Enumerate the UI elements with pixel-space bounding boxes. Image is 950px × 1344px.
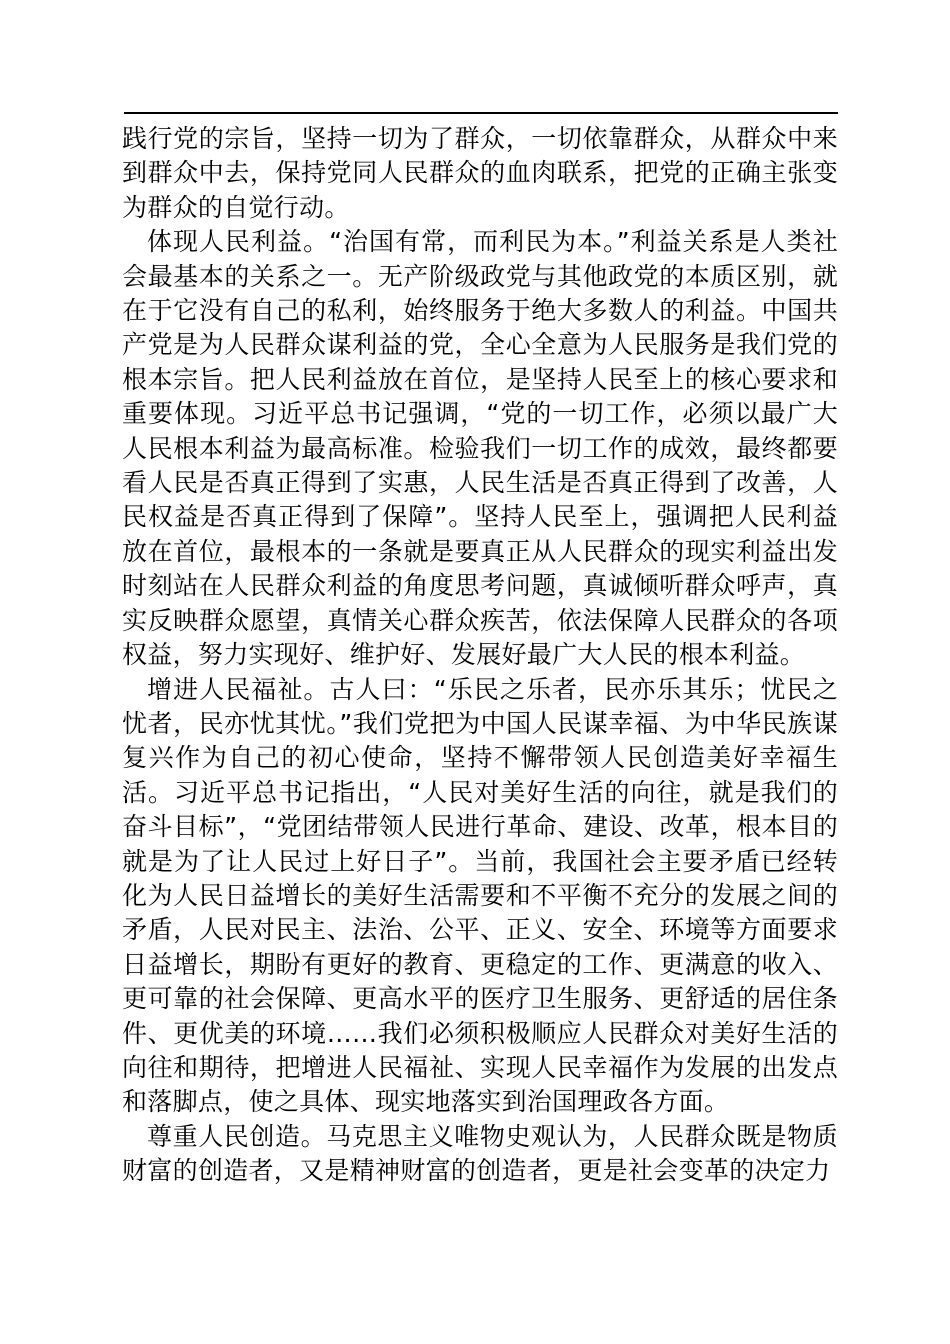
paragraph-people-wellbeing: 增进人民福祉。古人曰：“乐民之乐者，民亦乐其乐；忧民之忧者，民亦忧其忧。”我们党把为中国人民谋幸福、为中华民族谋复兴作为自己的初心使命，坚持不懈带领人民创造美好幸福生活。习近平总书记指出，“人民对美好生活的向往，就是我们的奋斗目标”，“党团结带领人民进行革命、建设、改革，根本目的就是为了让人民过上好日子”。当前，我国社会主要矛盾已经转化为人民日益增长的美好生活需要和不平衡不充分的发展之间的矛盾，人民对民主、法治、公平、正义、安全、环境等方面要求日益增长，期盼有更好的教育、更稳定的工作、更满意的收入、更可靠的社会保障、更高水平的医疗卫生服务、更舒适的居住条件、更优美的环境……我们必须积极顺应人民群众对美好生活的向往和期待，把增进人民福祉、实现人民幸福作为发展的出发点和落脚点，使之具体、现实地落实到治国理政各方面。 [122, 674, 838, 1117]
paragraph-people-interests: 体现人民利益。“治国有常，而利民为本。”利益关系是人类社会最基本的关系之一。无产阶级政党与其他政党的本质区别，就在于它没有自己的私利，始终服务于绝大多数人的利益。中国共产党是为人民群众谋利益的党，全心全意为人民服务是我们党的根本宗旨。把人民利益放在首位，是坚持人民至上的核心要求和重要体现。习近平总书记强调，“党的一切工作，必须以最广大人民根本利益为最高标准。检验我们一切工作的成效，最终都要看人民是否真正得到了实惠，人民生活是否真正得到了改善，人民权益是否真正得到了保障”。坚持人民至上，强调把人民利益放在首位，最根本的一条就是要真正从人民群众的现实利益出发时刻站在人民群众利益的角度思考问题，真诚倾听群众呼声，真实反映群众愿望，真情关心群众疾苦，依法保障人民群众的各项权益，努力实现好、维护好、发展好最广大人民的根本利益。 [122, 227, 838, 670]
document-body [122, 122, 838, 1189]
paragraph-continuation: 践行党的宗旨，坚持一切为了群众，一切依靠群众，从群众中来到群众中去，保持党同人民群众的血肉联系，把党的正确主张变为群众的自觉行动。 [122, 124, 838, 222]
paragraph-people-creation: 尊重人民创造。马克思主义唯物史观认为，人民群众既是物质财富的创造者，又是精神财富的创造者，更是社会变革的决定力 [122, 1121, 838, 1186]
header-rule [124, 112, 838, 114]
